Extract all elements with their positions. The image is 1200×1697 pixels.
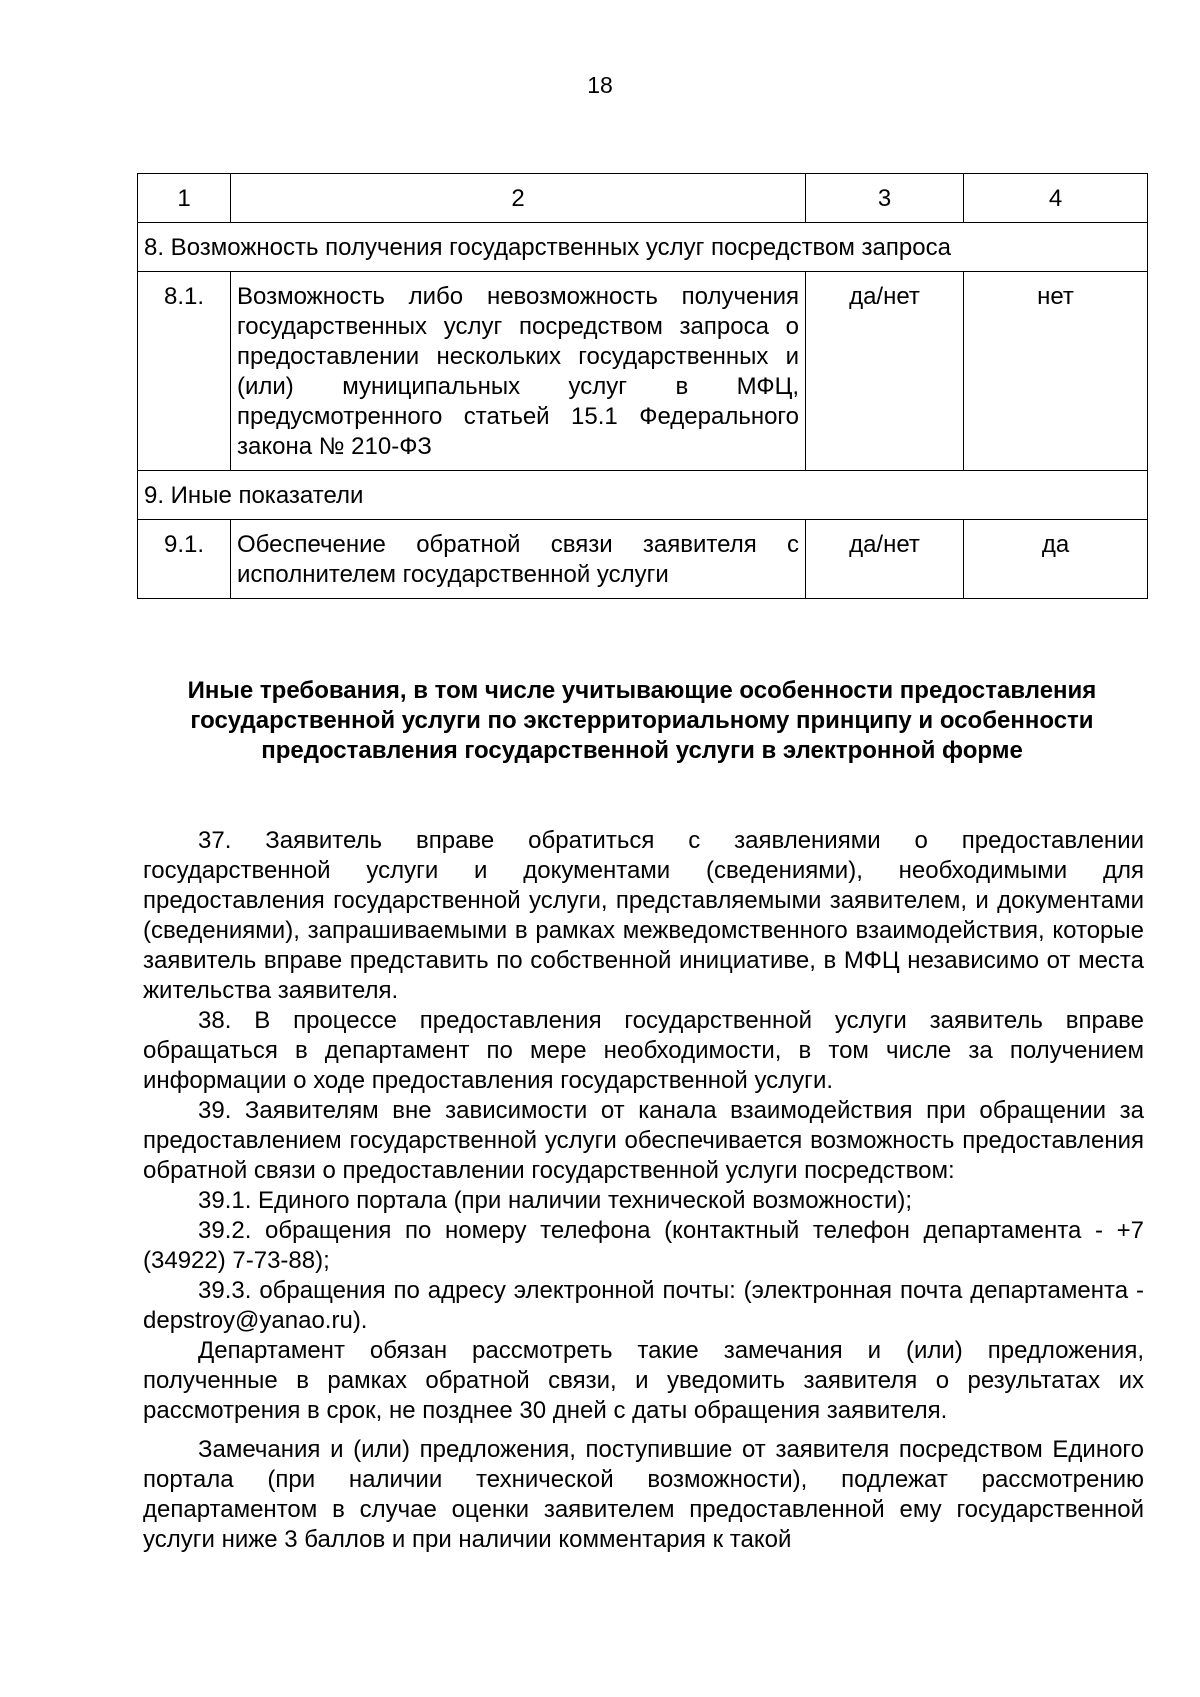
paragraph-39-2: 39.2. обращения по номеру телефона (контактный телефон департамента - +7 (34922) 7-73-88); <box>143 1217 1144 1274</box>
row-unit: да/нет <box>806 272 964 471</box>
row-number: 8.1. <box>138 272 231 471</box>
table-row <box>138 520 1148 599</box>
column-number-1: 1 <box>138 174 231 223</box>
row-number: 9.1. <box>138 520 231 599</box>
paragraph-remarks: Замечания и (или) предложения, поступившие от заявителя посредством Единого портала (при наличии технической возможности), подлежат рассмотрению департаментом в случае оценки заявителем предоставленной ему государственной услуги ниже 3 баллов и при наличии комментария к такой <box>143 1436 1144 1553</box>
column-number-2: 2 <box>231 174 806 223</box>
page-number: 18 <box>587 72 613 98</box>
section-heading: Иные требования, в том числе учитывающие особенности предоставления государственной услуги по экстерриториальному принципу и особенности предоставления государственной услуги в электронной форме <box>187 677 1097 764</box>
row-indicator-text: Обеспечение обратной связи заявителя с исполнителем государственной услуги <box>231 520 806 599</box>
section-title-9: 9. Иные показатели <box>138 471 1148 520</box>
row-indicator-text: Возможность либо невозможность получения государственных услуг посредством запроса о предоставлении нескольких государственных и (или) муниципальных услуг в МФЦ, предусмотренного статьей 15.1 Федерального закона № 210-ФЗ <box>231 272 806 471</box>
paragraph-39-1: 39.1. Единого портала (при наличии технической возможности); <box>198 1187 913 1214</box>
paragraph-38: 38. В процессе предоставления государственной услуги заявитель вправе обращаться в департамент по мере необходимости, в том числе за получением информации о ходе предоставления государственной услуги. <box>143 1007 1144 1094</box>
column-number-4: 4 <box>964 174 1148 223</box>
section-row-8 <box>138 223 1148 272</box>
column-number-3: 3 <box>806 174 964 223</box>
row-unit: да/нет <box>806 520 964 599</box>
table-header-row <box>138 174 1148 223</box>
table-row <box>138 272 1148 471</box>
paragraph-37: 37. Заявитель вправе обратиться с заявлениями о предоставлении государственной услуги и документами (сведениями), необходимыми для предоставления государственной услуги, представляемыми заявителем, и документами (сведениями), запрашиваемыми в рамках межведомственного взаимодействия, которые заявитель вправе представить по собственной инициативе, в МФЦ независимо от места жительства заявителя. <box>143 827 1144 1004</box>
indicators-table <box>137 173 1148 599</box>
section-title-8: 8. Возможность получения государственных услуг посредством запроса <box>138 223 1148 272</box>
row-value: да <box>964 520 1148 599</box>
row-value: нет <box>964 272 1148 471</box>
paragraph-39: 39. Заявителям вне зависимости от канала взаимодействия при обращении за предоставлением государственной услуги обеспечивается возможность предоставления обратной связи о предоставлении государственной услуги посредством: <box>143 1097 1144 1184</box>
section-row-9 <box>138 471 1148 520</box>
paragraph-department-obligation: Департамент обязан рассмотреть такие замечания и (или) предложения, полученные в рамках обратной связи, и уведомить заявителя о результатах их рассмотрения в срок, не позднее 30 дней с даты обращения заявителя. <box>143 1337 1144 1424</box>
paragraph-39-3: 39.3. обращения по адресу электронной почты: (электронная почта департамента - depstroy@yanao.ru). <box>143 1277 1144 1334</box>
body-text <box>143 826 1144 1555</box>
